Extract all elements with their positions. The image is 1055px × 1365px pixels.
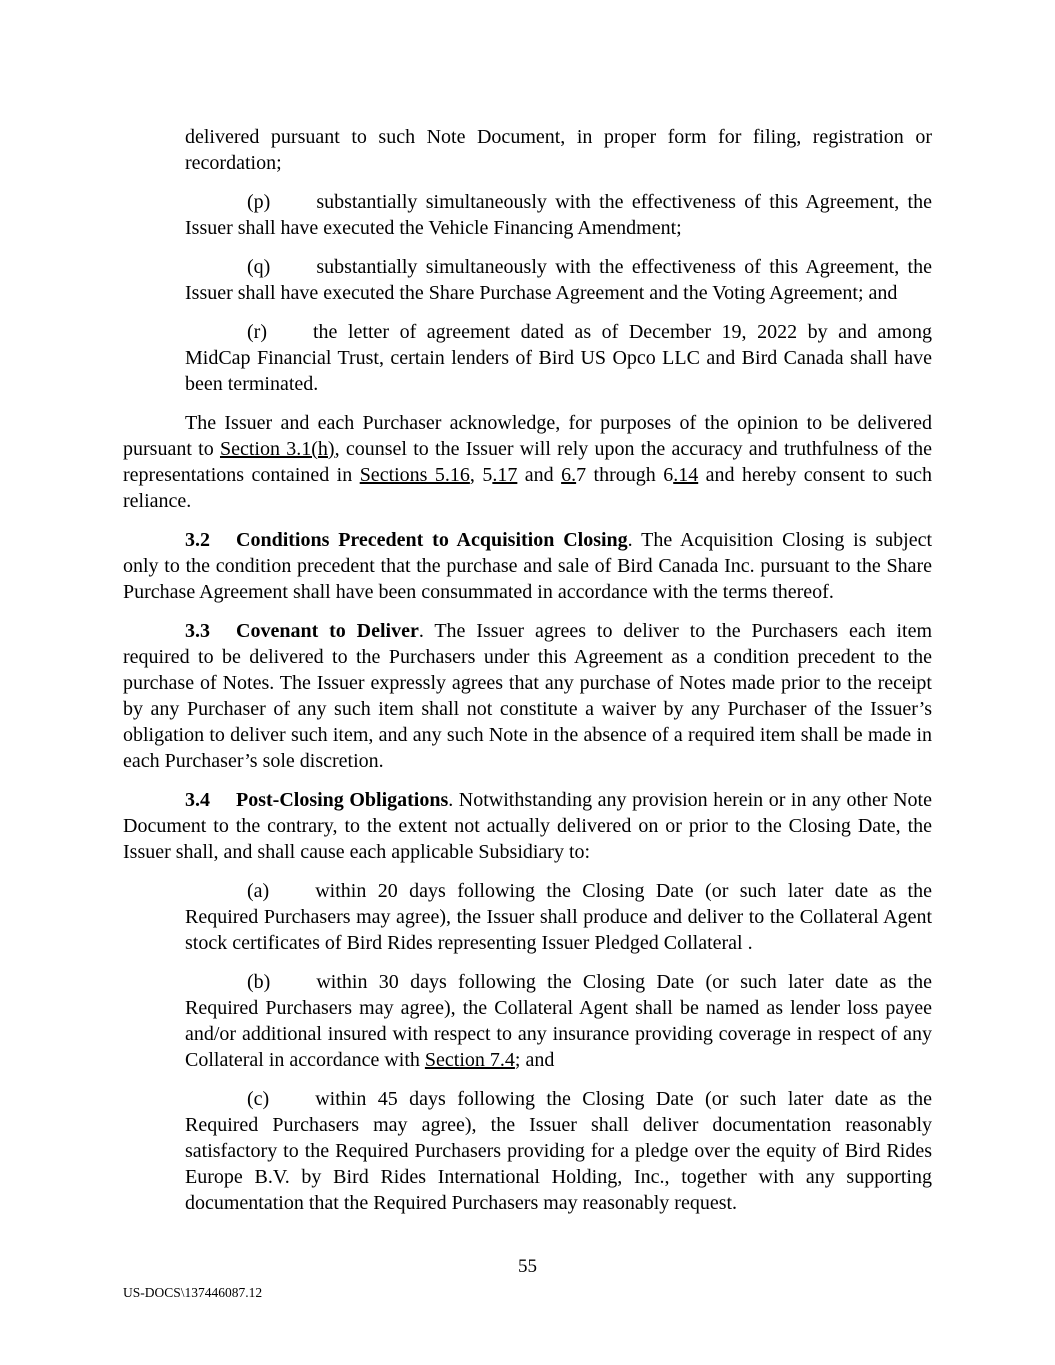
paragraph-opinion-reliance (123, 410, 932, 514)
page-number: 55 (518, 1256, 537, 1277)
item-label-p: (p) (247, 191, 271, 213)
paragraph-item-a (185, 878, 932, 956)
item-label-a: (a) (247, 880, 270, 902)
text-run: within 20 days following the Closing Date (or such later date as the Required Purchasers may agree), the Issuer shall produce and deliver to the Collateral Agent stock certificates of Bird Rides representing Issuer Pledged Collateral . (185, 880, 932, 954)
section-3-3 (123, 618, 932, 774)
paragraph-item-p (185, 189, 932, 241)
text-run: ; and (514, 1049, 555, 1071)
section-ref-6-14: .14 (673, 464, 699, 486)
text-run: and hereby consent to such reliance. (123, 464, 932, 512)
text-run: , 5 (469, 464, 493, 486)
text-run: and (517, 464, 562, 486)
document-body (123, 124, 932, 1229)
text-run: 7 through 6 (576, 464, 674, 486)
paragraph-continuation (185, 124, 932, 176)
item-label-r: (r) (247, 321, 267, 343)
text-run: delivered pursuant to such Note Document, in proper form for filing, registration or recordation; (185, 126, 932, 174)
section-number-3-3: 3.3 (185, 620, 210, 642)
paragraph-item-r (185, 319, 932, 397)
section-ref-7-4: Section 7.4 (424, 1049, 515, 1071)
text-run: , counsel to the Issuer will rely upon the accuracy and truthfulness of the representations contained in (123, 438, 933, 486)
text-run: substantially simultaneously with the effectiveness of this Agreement, the Issuer shall have executed the Share Purchase Agreement and the Voting Agreement; and (185, 256, 932, 304)
text-run: . The Issuer agrees to deliver to the Purchasers each item required to be delivered to the Purchasers under this Agreement as a condition precedent to the purchase of Notes. The Issuer expressly agrees that any purchase of Notes made prior to the receipt by any Purchaser of any such item shall not constitute a waiver by any Purchaser of the Issuer’s obligation to deliver such item, and any such Note in the absence of a required item shall be made in each Purchaser’s sole discretion. (123, 620, 933, 772)
item-label-q: (q) (247, 256, 271, 278)
text-run: the letter of agreement dated as of December 19, 2022 by and among MidCap Financial Trust, certain lenders of Bird US Opco LLC and Bird Canada shall have been terminated. (185, 321, 932, 395)
text-run: within 30 days following the Closing Date (or such later date as the Required Purchasers may agree), the Collateral Agent shall be named as lender loss payee and/or additional insured with respect to any insurance providing coverage in respect of any Collateral in accordance with (185, 971, 932, 1071)
text-run: . The Acquisition Closing is subject only to the condition precedent that the purchase and sale of Bird Canada Inc. pursuant to the Share Purchase Agreement shall have been consummated in accordance with the terms thereof. (123, 529, 933, 603)
paragraph-item-q (185, 254, 932, 306)
section-ref-5-16: Sections 5.16 (359, 464, 470, 486)
section-3-4 (123, 787, 932, 865)
section-heading-3-4: Post-Closing Obligations (236, 789, 449, 811)
item-label-b: (b) (247, 971, 271, 993)
section-heading-3-2: Conditions Precedent to Acquisition Closing (236, 529, 628, 551)
section-heading-3-3: Covenant to Deliver (236, 620, 419, 642)
text-run: The Issuer and each Purchaser acknowledge, for purposes of the opinion to be delivered pursuant to (123, 412, 932, 460)
text-run: . Notwithstanding any provision herein or in any other Note Document to the contrary, to the extent not actually delivered on or prior to the Closing Date, the Issuer shall, and shall cause each applicable Subsidiary to: (123, 789, 932, 863)
section-3-2 (123, 527, 932, 605)
section-ref-3-1-h: Section 3.1(h) (219, 438, 335, 460)
text-run: substantially simultaneously with the effectiveness of this Agreement, the Issuer shall have executed the Vehicle Financing Amendment; (185, 191, 932, 239)
item-label-c: (c) (247, 1088, 270, 1110)
paragraph-item-c (185, 1086, 932, 1216)
text-run: within 45 days following the Closing Date (or such later date as the Required Purchasers may agree), the Issuer shall deliver documentation reasonably satisfactory to the Required Purchasers providing for a pledge over the equity of Bird Rides Europe B.V. by Bird Rides International Holding, Inc., together with any supporting documentation that the Required Purchasers may reasonably request. (185, 1088, 932, 1214)
document-id-footer: US-DOCS\137446087.12 (123, 1285, 263, 1300)
section-number-3-4: 3.4 (185, 789, 210, 811)
section-ref-6-7: 6. (561, 464, 577, 486)
paragraph-item-b (185, 969, 932, 1073)
section-number-3-2: 3.2 (185, 529, 210, 551)
section-ref-5-17: .17 (492, 464, 518, 486)
